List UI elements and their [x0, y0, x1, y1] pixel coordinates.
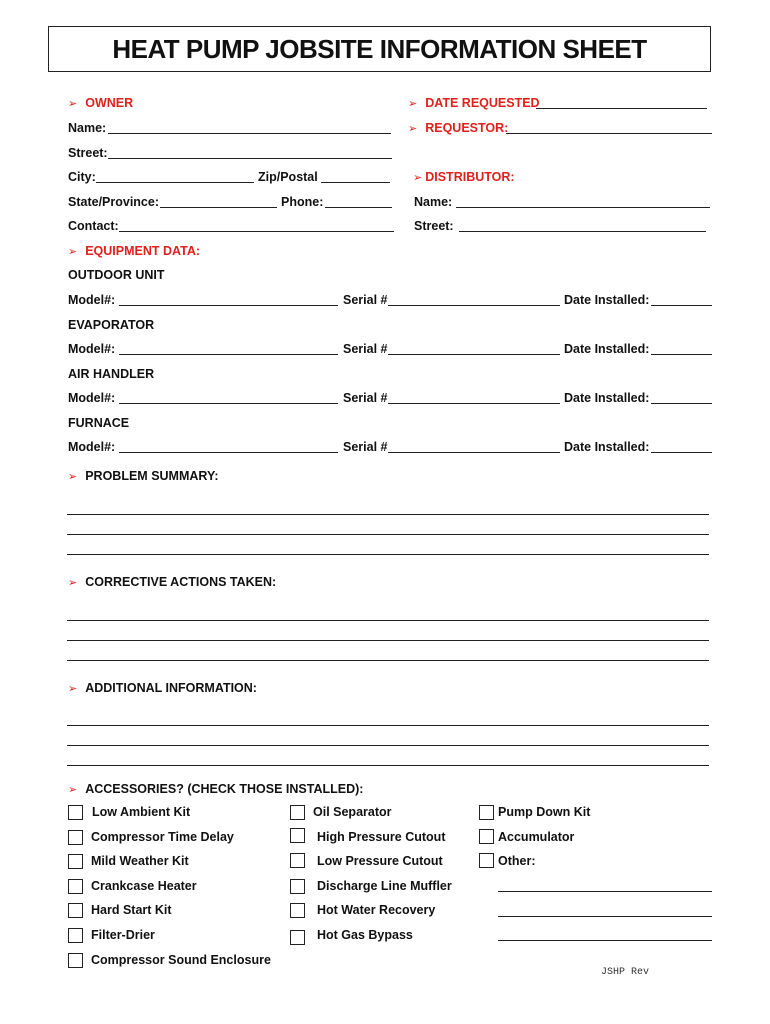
owner-street-label: Street: — [68, 146, 108, 160]
checkbox-low-ambient-kit[interactable] — [68, 805, 83, 820]
arrow-bullet-icon: ➢ — [68, 471, 78, 483]
date-installed-field[interactable] — [651, 452, 712, 453]
page-title: HEAT PUMP JOBSITE INFORMATION SHEET — [112, 33, 647, 64]
checkbox-compressor-time-delay[interactable] — [68, 830, 83, 845]
checkbox-low-pressure-cutout[interactable] — [290, 853, 305, 868]
accessory-label: Pump Down Kit — [498, 805, 591, 819]
owner-zip-label: Zip/Postal — [258, 170, 318, 184]
checkbox-oil-separator[interactable] — [290, 805, 305, 820]
date-installed-label: Date Installed: — [564, 391, 650, 405]
checkbox-hot-water-recovery[interactable] — [290, 903, 305, 918]
model-field[interactable] — [119, 452, 338, 453]
serial-field[interactable] — [388, 354, 560, 355]
date-installed-label: Date Installed: — [564, 440, 650, 454]
distributor-name-label: Name: — [414, 195, 453, 209]
date-installed-field[interactable] — [651, 354, 712, 355]
accessory-label: Crankcase Heater — [91, 879, 197, 893]
distributor-street-field[interactable] — [459, 231, 706, 232]
accessory-label: Compressor Sound Enclosure — [91, 953, 271, 967]
model-label: Model#: — [68, 293, 116, 307]
accessory-label: Other: — [498, 854, 536, 868]
serial-field[interactable] — [388, 305, 560, 306]
date-installed-field[interactable] — [651, 305, 712, 306]
revision-footer: JSHP Rev — [601, 967, 650, 978]
corrective-line[interactable] — [67, 620, 709, 621]
owner-state-field[interactable] — [160, 207, 277, 208]
accessory-label: Hot Gas Bypass — [317, 928, 413, 942]
problem-line[interactable] — [67, 534, 709, 535]
distributor-street-label: Street: — [414, 219, 454, 233]
equipment-heading: ➢ EQUIPMENT DATA: — [68, 244, 201, 258]
arrow-bullet-icon: ➢ — [68, 577, 78, 589]
corrective-line[interactable] — [67, 640, 709, 641]
serial-label: Serial # — [343, 342, 388, 356]
serial-label: Serial # — [343, 391, 388, 405]
checkbox-crankcase-heater[interactable] — [68, 879, 83, 894]
corrective-line[interactable] — [67, 660, 709, 661]
model-label: Model#: — [68, 391, 116, 405]
serial-field[interactable] — [388, 403, 560, 404]
accessory-label: Hot Water Recovery — [317, 903, 436, 917]
model-field[interactable] — [119, 305, 338, 306]
arrow-bullet-icon: ➢ — [408, 123, 418, 135]
date-installed-field[interactable] — [651, 403, 712, 404]
arrow-bullet-icon: ➢ — [413, 172, 423, 184]
corrective-actions-heading: ➢ CORRECTIVE ACTIONS TAKEN: — [68, 575, 277, 589]
model-label: Model#: — [68, 440, 116, 454]
requestor-label: ➢ REQUESTOR: — [408, 121, 509, 135]
serial-label: Serial # — [343, 440, 388, 454]
other-line[interactable] — [498, 940, 712, 941]
checkbox-filter-drier[interactable] — [68, 928, 83, 943]
other-line[interactable] — [498, 891, 712, 892]
additional-line[interactable] — [67, 765, 709, 766]
accessory-label: Compressor Time Delay — [91, 830, 234, 844]
checkbox-hard-start-kit[interactable] — [68, 903, 83, 918]
arrow-bullet-icon: ➢ — [408, 98, 418, 110]
model-field[interactable] — [119, 354, 338, 355]
date-installed-label: Date Installed: — [564, 293, 650, 307]
accessory-label: Oil Separator — [313, 805, 392, 819]
date-requested-label: ➢ DATE REQUESTED — [408, 96, 540, 110]
distributor-heading: ➢ DISTRIBUTOR: — [413, 170, 515, 184]
problem-line[interactable] — [67, 554, 709, 555]
owner-state-label: State/Province: — [68, 195, 160, 209]
owner-city-field[interactable] — [96, 182, 254, 183]
accessory-label: Mild Weather Kit — [91, 854, 189, 868]
unit-air-handler-label: AIR HANDLER — [68, 367, 155, 381]
checkbox-accumulator[interactable] — [479, 829, 494, 844]
checkbox-mild-weather-kit[interactable] — [68, 854, 83, 869]
model-label: Model#: — [68, 342, 116, 356]
checkbox-high-pressure-cutout[interactable] — [290, 828, 305, 843]
additional-line[interactable] — [67, 725, 709, 726]
unit-evaporator-label: EVAPORATOR — [68, 318, 155, 332]
additional-line[interactable] — [67, 745, 709, 746]
accessory-label: Low Pressure Cutout — [317, 854, 443, 868]
requestor-field[interactable] — [506, 133, 712, 134]
serial-field[interactable] — [388, 452, 560, 453]
accessory-label: Filter-Drier — [91, 928, 155, 942]
checkbox-compressor-sound-enclosure[interactable] — [68, 953, 83, 968]
owner-name-label: Name: — [68, 121, 107, 135]
checkbox-pump-down-kit[interactable] — [479, 805, 494, 820]
checkbox-hot-gas-bypass[interactable] — [290, 930, 305, 945]
accessory-label: Discharge Line Muffler — [317, 879, 452, 893]
accessory-label: High Pressure Cutout — [317, 830, 446, 844]
owner-heading: ➢ OWNER — [68, 96, 134, 110]
distributor-name-field[interactable] — [456, 207, 710, 208]
owner-phone-field[interactable] — [325, 207, 392, 208]
owner-contact-field[interactable] — [119, 231, 394, 232]
accessories-heading: ➢ ACCESSORIES? (CHECK THOSE INSTALLED): — [68, 782, 364, 796]
owner-zip-field[interactable] — [321, 182, 390, 183]
serial-label: Serial # — [343, 293, 388, 307]
accessory-label: Low Ambient Kit — [92, 805, 191, 819]
arrow-bullet-icon: ➢ — [68, 683, 78, 695]
other-line[interactable] — [498, 916, 712, 917]
accessory-label: Hard Start Kit — [91, 903, 172, 917]
model-field[interactable] — [119, 403, 338, 404]
owner-name-field[interactable] — [108, 133, 391, 134]
title-box — [48, 26, 711, 72]
checkbox-other[interactable] — [479, 853, 494, 868]
owner-contact-label: Contact: — [68, 219, 119, 233]
problem-summary-heading: ➢ PROBLEM SUMMARY: — [68, 469, 219, 483]
owner-street-field[interactable] — [108, 158, 392, 159]
additional-info-heading: ➢ ADDITIONAL INFORMATION: — [68, 681, 257, 695]
unit-outdoor-label: OUTDOOR UNIT — [68, 268, 165, 282]
checkbox-discharge-line-muffler[interactable] — [290, 879, 305, 894]
owner-phone-label: Phone: — [281, 195, 324, 209]
owner-city-label: City: — [68, 170, 96, 184]
problem-line[interactable] — [67, 514, 709, 515]
arrow-bullet-icon: ➢ — [68, 246, 78, 258]
accessory-label: Accumulator — [498, 830, 575, 844]
date-requested-field[interactable] — [536, 108, 707, 109]
unit-furnace-label: FURNACE — [68, 416, 130, 430]
date-installed-label: Date Installed: — [564, 342, 650, 356]
arrow-bullet-icon: ➢ — [68, 784, 78, 796]
arrow-bullet-icon: ➢ — [68, 98, 78, 110]
